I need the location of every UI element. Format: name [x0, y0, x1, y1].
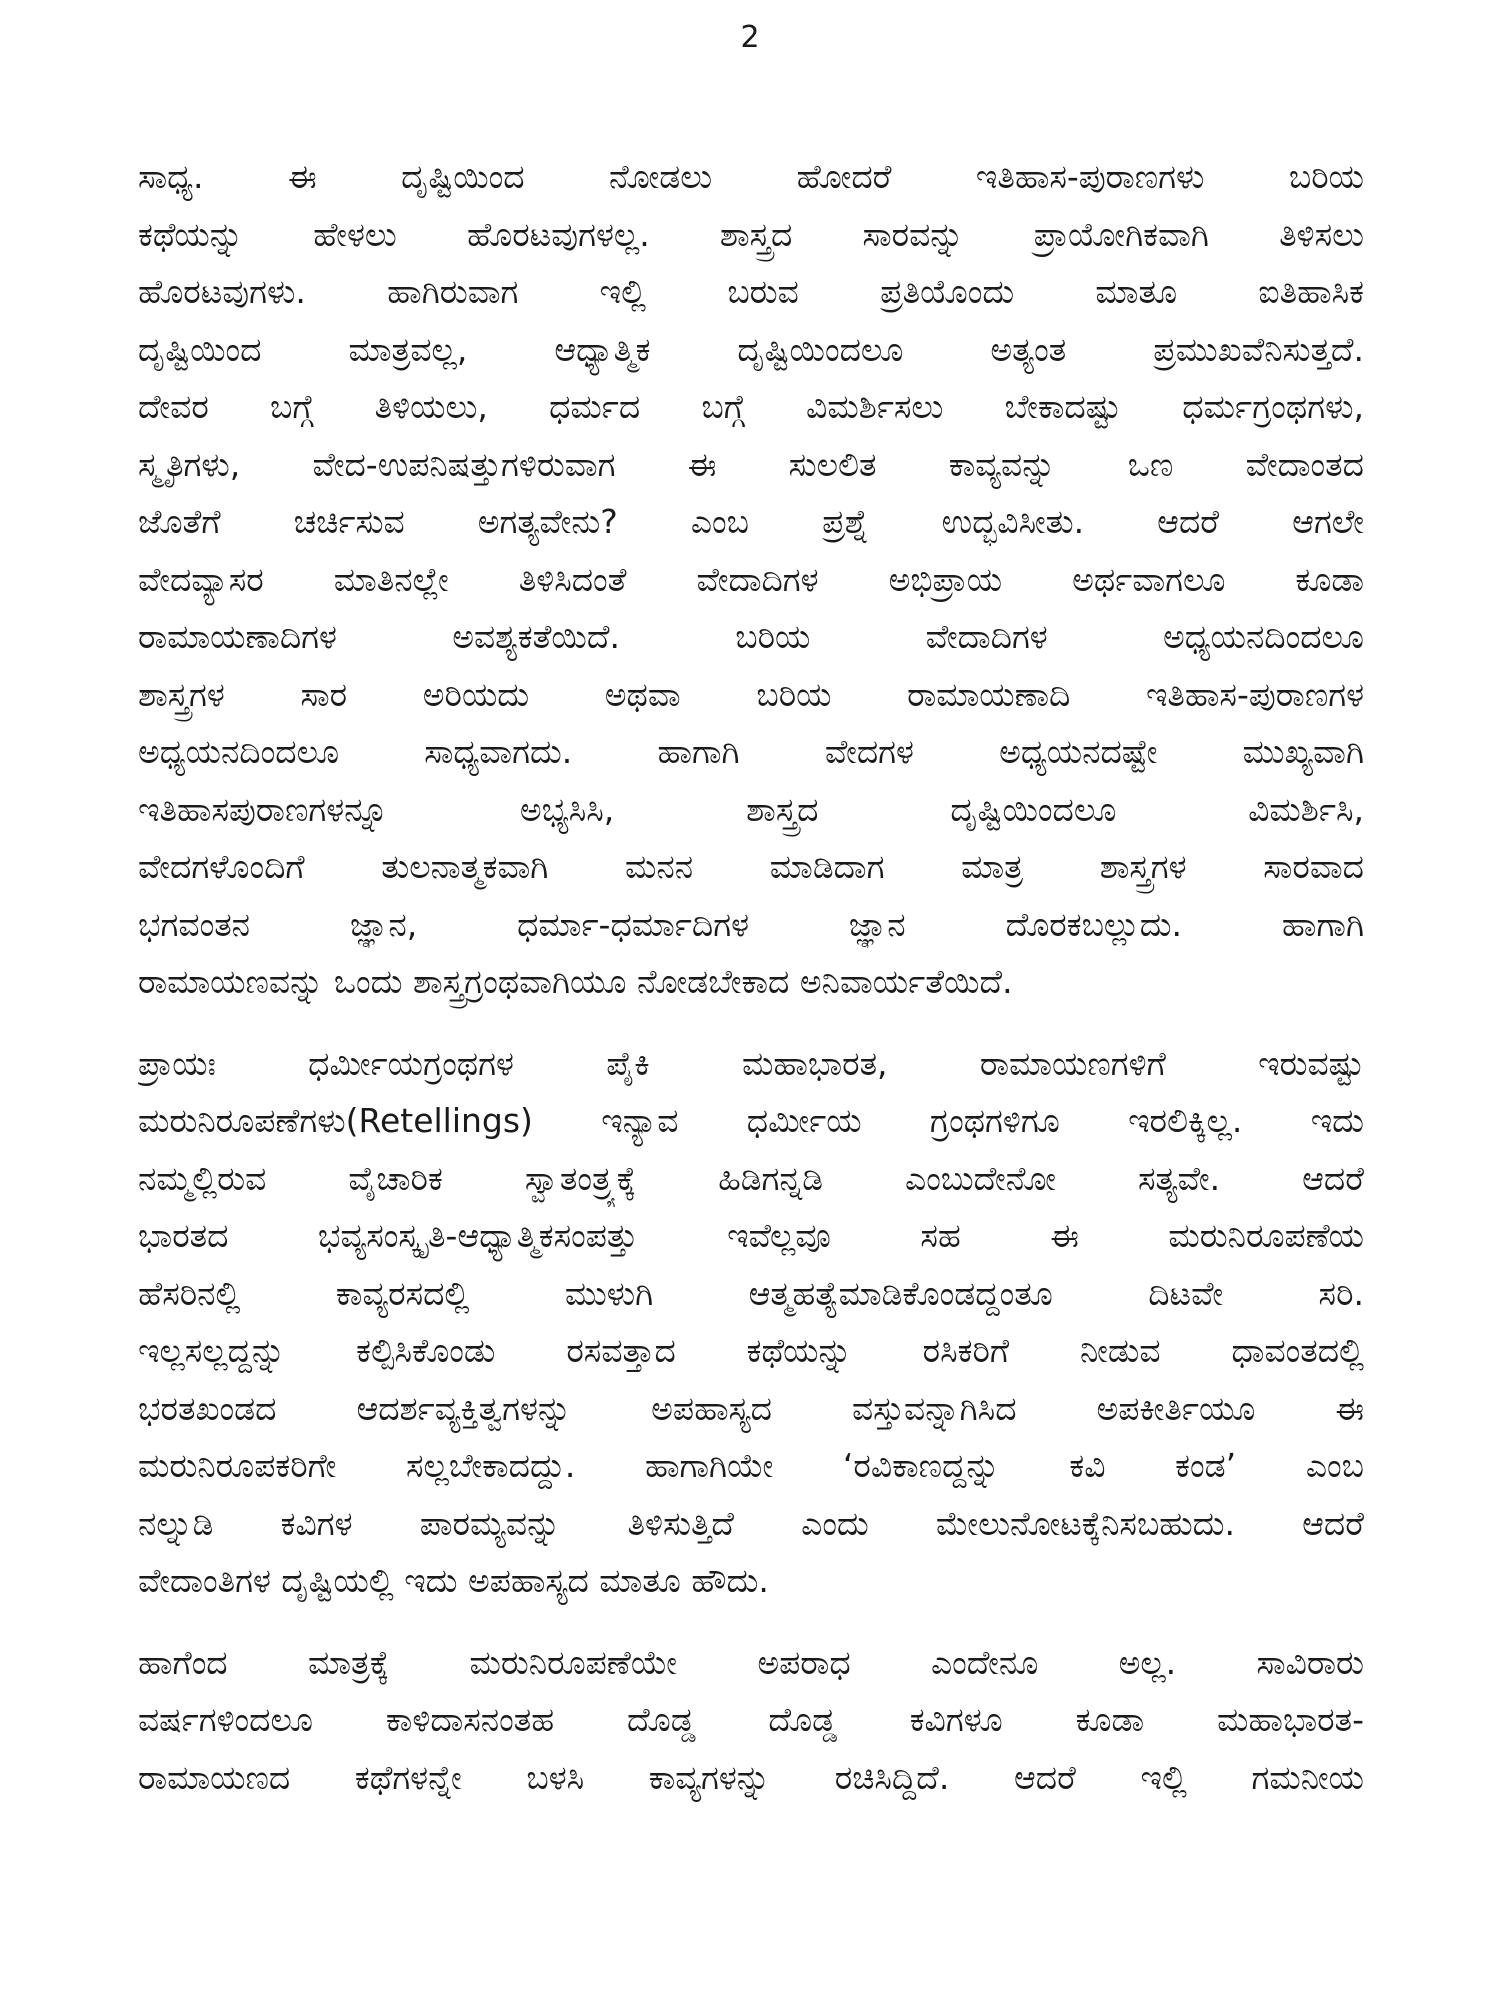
- paragraph-gap: [138, 1011, 1364, 1035]
- paragraph-2: [138, 1035, 1364, 1610]
- paragraph-gap: [138, 1610, 1364, 1634]
- text-line: ವೇದವ್ಯಾಸರ ಮಾತಿನಲ್ಲೇ ತಿಳಿಸಿದಂತೆ ವೇದಾದಿಗಳ ಅಭಿಪ್ರಾಯ ಅರ್ಥವಾಗಲೂ ಕೂಡಾ: [138, 559, 1364, 599]
- text-line: ಪ್ರಾಯಃ ಧರ್ಮೀಯಗ್ರಂಥಗಳ ಪೈಕಿ ಮಹಾಭಾರತ, ರಾಮಾಯಣಗಳಿಗೆ ಇರುವಷ್ಟು: [138, 1043, 1364, 1083]
- text-line: ವರ್ಷಗಳಿಂದಲೂ ಕಾಳಿದಾಸನಂತಹ ದೊಡ್ಡ ದೊಡ್ಡ ಕವಿಗಳೂ ಕೂಡಾ ಮಹಾಭಾರತ-: [138, 1700, 1364, 1739]
- text-line: ದೇವರ ಬಗ್ಗೆ ತಿಳಿಯಲು, ಧರ್ಮದ ಬಗ್ಗೆ ವಿಮರ್ಶಿಸಲು ಬೇಕಾದಷ್ಟು ಧರ್ಮಗ್ರಂಥಗಳು,: [138, 387, 1364, 426]
- text-line: ಹೆಸರಿನಲ್ಲಿ ಕಾವ್ಯರಸದಲ್ಲಿ ಮುಳುಗಿ ಆತ್ಮಹತ್ಯೆಮಾಡಿಕೊಂಡದ್ದಂತೂ ದಿಟವೇ ಸರಿ.: [138, 1273, 1364, 1313]
- paragraph-1: [138, 148, 1364, 1011]
- paragraph-3: [138, 1634, 1364, 1807]
- page-number: 2: [740, 20, 760, 55]
- text-line: ರಾಮಾಯಣವನ್ನು ಒಂದು ಶಾಸ್ತ್ರಗ್ರಂಥವಾಗಿಯೂ ನೋಡಬೇಕಾದ ಅನಿವಾರ್ಯತೆಯಿದೆ.: [138, 962, 1013, 1001]
- text-line: ನಮ್ಮಲ್ಲಿರುವ ವೈಚಾರಿಕ ಸ್ವಾತಂತ್ರ್ಯಕ್ಕೆ ಹಿಡಿಗನ್ನಡಿ ಎಂಬುದೇನೋ ಸತ್ಯವೇ. ಆದರೆ: [138, 1158, 1364, 1198]
- text-line: ದೃಷ್ಟಿಯಿಂದ ಮಾತ್ರವಲ್ಲ, ಆಧ್ಯಾತ್ಮಿಕ ದೃಷ್ಟಿಯಿಂದಲೂ ಅತ್ಯಂತ ಪ್ರಮುಖವೆನಿಸುತ್ತದೆ.: [138, 329, 1364, 369]
- text-line: ರಾಮಾಯಣದ ಕಥೆಗಳನ್ನೇ ಬಳಸಿ ಕಾವ್ಯಗಳನ್ನು ರಚಿಸಿದ್ದಿದೆ. ಆದರೆ ಇಲ್ಲಿ ಗಮನೀಯ: [138, 1757, 1364, 1797]
- text-line: ಭಗವಂತನ ಜ್ಞಾನ, ಧರ್ಮಾ-ಧರ್ಮಾದಿಗಳ ಜ್ಞಾನ ದೊರಕಬಲ್ಲುದು. ಹಾಗಾಗಿ: [138, 904, 1364, 944]
- text-line: ಭಾರತದ ಭವ್ಯಸಂಸ್ಕೃತಿ-ಆಧ್ಯಾತ್ಮಿಕಸಂಪತ್ತು ಇವೆಲ್ಲವೂ ಸಹ ಈ ಮರುನಿರೂಪಣೆಯ: [138, 1216, 1364, 1255]
- text-line: ಹೊರಟವುಗಳು. ಹಾಗಿರುವಾಗ ಇಲ್ಲಿ ಬರುವ ಪ್ರತಿಯೊಂದು ಮಾತೂ ಐತಿಹಾಸಿಕ: [138, 272, 1364, 311]
- text-line: ಜೊತೆಗೆ ಚರ್ಚಿಸುವ ಅಗತ್ಯವೇನು? ಎಂಬ ಪ್ರಶ್ನೆ ಉದ್ಭವಿಸೀತು. ಆದರೆ ಆಗಲೇ: [138, 502, 1364, 541]
- text-line: ಕಥೆಯನ್ನು ಹೇಳಲು ಹೊರಟವುಗಳಲ್ಲ. ಶಾಸ್ತ್ರದ ಸಾರವನ್ನು ಪ್ರಾಯೋಗಿಕವಾಗಿ ತಿಳಿಸಲು: [138, 214, 1364, 254]
- text-line: ಇತಿಹಾಸಪುರಾಣಗಳನ್ನೂ ಅಭ್ಯಸಿಸಿ, ಶಾಸ್ತ್ರದ ದೃಷ್ಟಿಯಿಂದಲೂ ವಿಮರ್ಶಿಸಿ,: [138, 789, 1364, 829]
- text-line: ಮರುನಿರೂಪಕರಿಗೇ ಸಲ್ಲಬೇಕಾದದ್ದು. ಹಾಗಾಗಿಯೇ ‘ರವಿಕಾಣದ್ದನ್ನು ಕವಿ ಕಂಡ’ ಎಂಬ: [138, 1446, 1364, 1485]
- document-body: [138, 148, 1364, 1806]
- text-line: ಸಾಧ್ಯ. ಈ ದೃಷ್ಟಿಯಿಂದ ನೋಡಲು ಹೋದರೆ ಇತಿಹಾಸ-ಪುರಾಣಗಳು ಬರಿಯ: [138, 157, 1364, 196]
- text-line: ವೇದಗಳೊಂದಿಗೆ ತುಲನಾತ್ಮಕವಾಗಿ ಮನನ ಮಾಡಿದಾಗ ಮಾತ್ರ ಶಾಸ್ತ್ರಗಳ ಸಾರವಾದ: [138, 847, 1364, 886]
- text-line: ವೇದಾಂತಿಗಳ ದೃಷ್ಟಿಯಲ್ಲಿ ಇದು ಅಪಹಾಸ್ಯದ ಮಾತೂ ಹೌದು.: [138, 1561, 769, 1600]
- text-line: ಮರುನಿರೂಪಣೆಗಳು(Retellings) ಇನ್ಯಾವ ಧರ್ಮೀಯ ಗ್ರಂಥಗಳಿಗೂ ಇರಲಿಕ್ಕಿಲ್ಲ. ಇದು: [138, 1101, 1364, 1140]
- text-line: ಶಾಸ್ತ್ರಗಳ ಸಾರ ಅರಿಯದು ಅಥವಾ ಬರಿಯ ರಾಮಾಯಣಾದಿ ಇತಿಹಾಸ-ಪುರಾಣಗಳ: [138, 674, 1364, 714]
- text-line: ಸ್ಮೃತಿಗಳು, ವೇದ-ಉಪನಿಷತ್ತುಗಳಿರುವಾಗ ಈ ಸುಲಲಿತ ಕಾವ್ಯವನ್ನು ಒಣ ವೇದಾಂತದ: [138, 444, 1364, 484]
- text-line: ಭರತಖಂಡದ ಆದರ್ಶವ್ಯಕ್ತಿತ್ವಗಳನ್ನು ಅಪಹಾಸ್ಯದ ವಸ್ತುವನ್ನಾಗಿಸಿದ ಅಪಕೀರ್ತಿಯೂ ಈ: [138, 1388, 1364, 1428]
- text-line: ಇಲ್ಲಸಲ್ಲದ್ದನ್ನು ಕಲ್ಪಿಸಿಕೊಂಡು ರಸವತ್ತಾದ ಕಥೆಯನ್ನು ರಸಿಕರಿಗೆ ನೀಡುವ ಧಾವಂತದಲ್ಲಿ: [138, 1331, 1364, 1370]
- text-line: ಅಧ್ಯಯನದಿಂದಲೂ ಸಾಧ್ಯವಾಗದು. ಹಾಗಾಗಿ ವೇದಗಳ ಅಧ್ಯಯನದಷ್ಟೇ ಮುಖ್ಯವಾಗಿ: [138, 732, 1364, 771]
- text-line: ನಲ್ನುಡಿ ಕವಿಗಳ ಪಾರಮ್ಯವನ್ನು ತಿಳಿಸುತ್ತಿದೆ ಎಂದು ಮೇಲುನೋಟಕ್ಕೆನಿಸಬಹುದು. ಆದರೆ: [138, 1503, 1364, 1543]
- text-line: ರಾಮಾಯಣಾದಿಗಳ ಅವಶ್ಯಕತೆಯಿದೆ. ಬರಿಯ ವೇದಾದಿಗಳ ಅಧ್ಯಯನದಿಂದಲೂ: [138, 617, 1364, 656]
- text-line: ಹಾಗೆಂದ ಮಾತ್ರಕ್ಕೆ ಮರುನಿರೂಪಣೆಯೇ ಅಪರಾಧ ಎಂದೇನೂ ಅಲ್ಲ. ಸಾವಿರಾರು: [138, 1642, 1364, 1682]
